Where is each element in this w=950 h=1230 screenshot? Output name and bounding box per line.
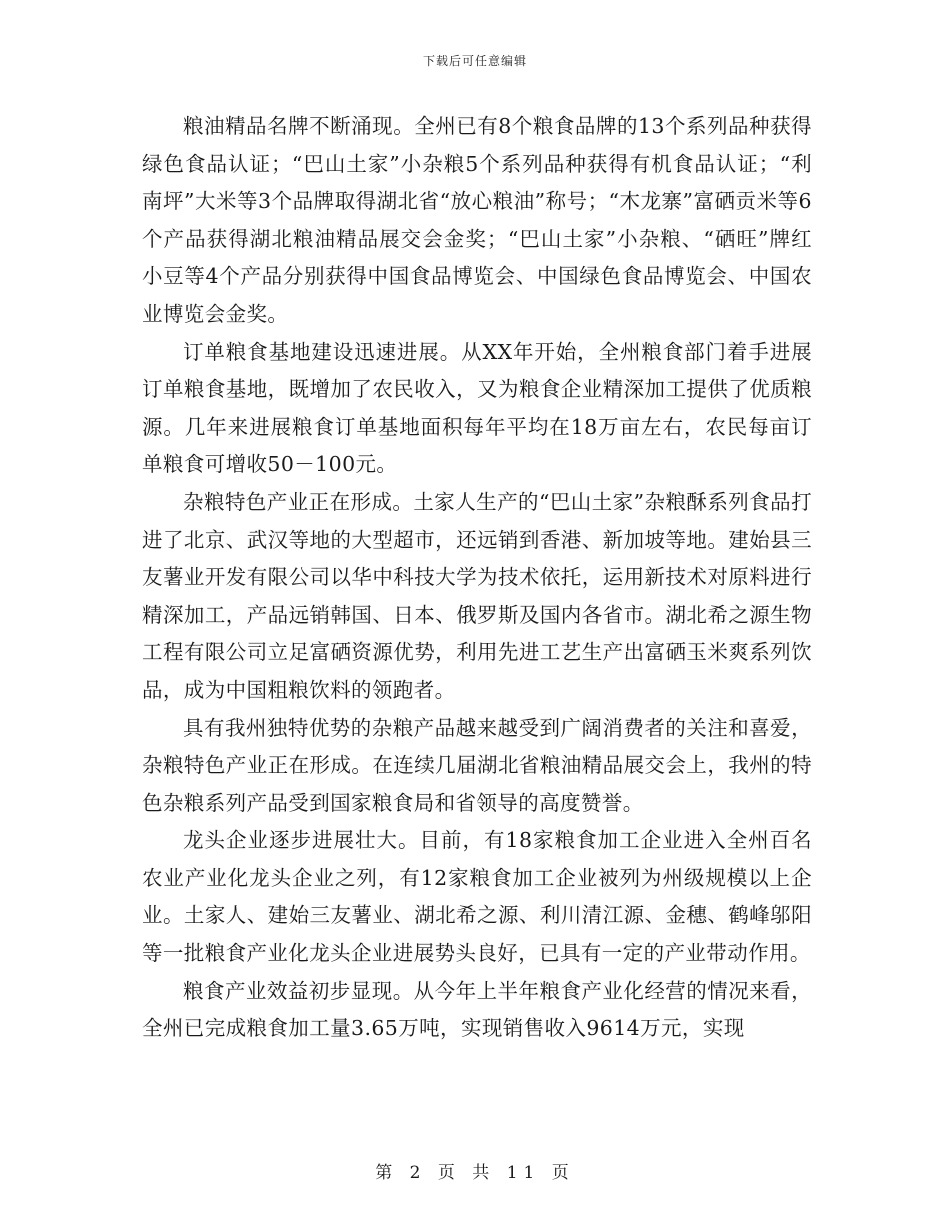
document-body xyxy=(142,108,812,1048)
paragraph-grain-products: 具有我州独特优势的杂粮产品越来越受到广阔消费者的关注和喜爱，杂粮特色产业正在形成。在连续几届湖北省粮油精品展交会上，我州的特色杂粮系列产品受到国家粮食局和省领导的高度赞誉。 xyxy=(142,715,812,815)
page-footer: 第 2 页 共 11 页 xyxy=(375,1163,575,1183)
paragraph-industry-benefits: 粮食产业效益初步显现。从今年上半年粮食产业化经营的情况来看，全州已完成粮食加工量3.65万吨，实现销售收入9614万元，实现 xyxy=(142,978,812,1041)
paragraph-brands: 粮油精品名牌不断涌现。全州已有8个粮食品牌的13个系列品种获得绿色食品认证；“巴山土家”小杂粮5个系列品种获得有机食品认证；“利南坪”大米等3个品牌取得湖北省“放心粮油”称号；“木龙寨”富硒贡米等6个产品获得湖北粮油精品展交会金奖；“巴山土家”小杂粮、“硒旺”牌红小豆等4个产品分别获得中国食品博览会、中国绿色食品博览会、中国农业博览会金奖。 xyxy=(142,114,812,326)
paragraph-order-base: 订单粮食基地建设迅速进展。从XX年开始，全州粮食部门着手进展订单粮食基地，既增加了农民收入，又为粮食企业精深加工提供了优质粮源。几年来进展粮食订单基地面积每年平均在18万亩左右，农民每亩订单粮食可增收50－100元。 xyxy=(142,339,812,477)
paragraph-grain-industry: 杂粮特色产业正在形成。土家人生产的“巴山土家”杂粮酥系列食品打进了北京、武汉等地的大型超市，还远销到香港、新加坡等地。建始县三友薯业开发有限公司以华中科技大学为技术依托，运用新技术对原料进行精深加工，产品远销韩国、日本、俄罗斯及国内各省市。湖北希之源生物工程有限公司立足富硒资源优势，利用先进工艺生产出富硒玉米爽系列饮品，成为中国粗粮饮料的领跑者。 xyxy=(142,489,812,702)
paragraph-leading-enterprises: 龙头企业逐步进展壮大。目前，有18家粮食加工企业进入全州百名农业产业化龙头企业之列，有12家粮食加工企业被列为州级规模以上企业。土家人、建始三友薯业、湖北希之源、利川清江源、金穗、鹤峰邬阳等一批粮食产业化龙头企业进展势头良好，已具有一定的产业带动作用。 xyxy=(142,828,812,966)
header-note: 下载后可任意编辑 xyxy=(422,54,527,68)
